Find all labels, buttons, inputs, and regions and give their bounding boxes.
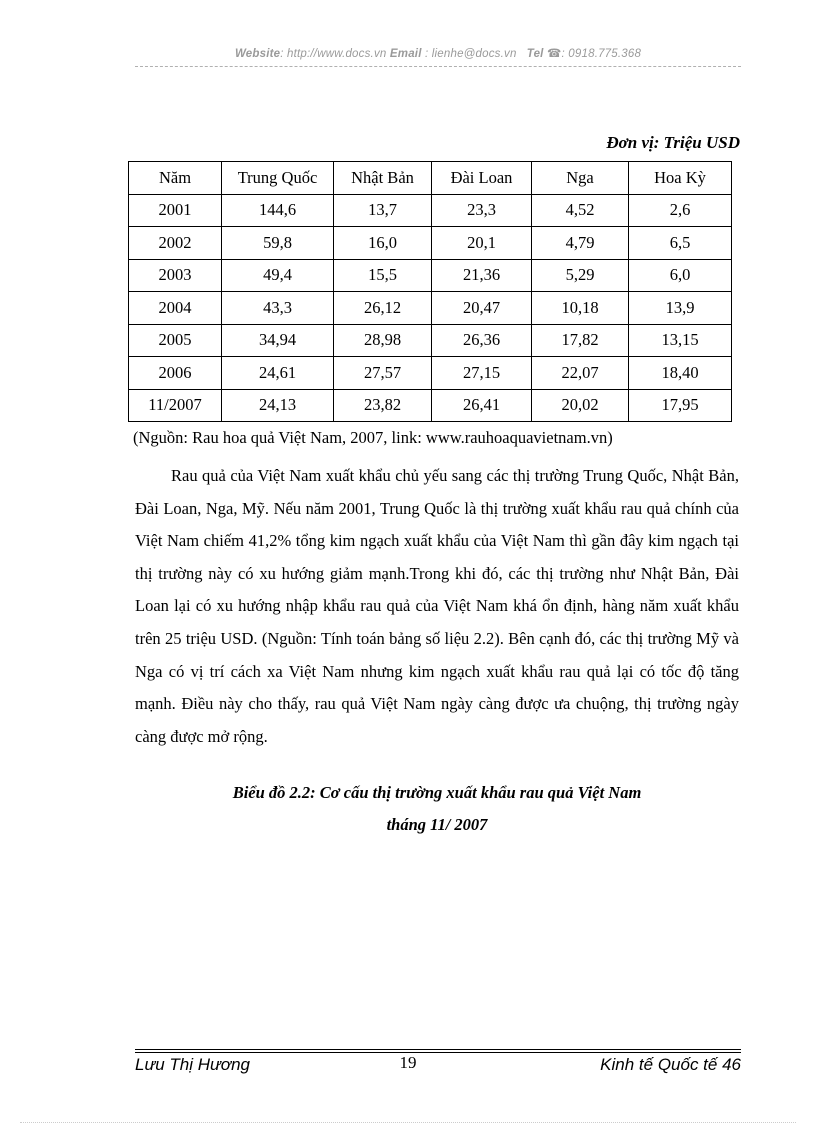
column-header: Hoa Kỳ	[629, 162, 732, 195]
page-header	[135, 46, 741, 60]
phone-icon: ☎	[546, 48, 562, 60]
column-header: Nga	[532, 162, 629, 195]
table-cell: 27,15	[432, 357, 532, 390]
table-row	[129, 357, 732, 390]
table-cell: 5,29	[532, 259, 629, 292]
chart-caption-line2: tháng 11/ 2007	[386, 815, 488, 834]
source-note: (Nguồn: Rau hoa quả Việt Nam, 2007, link: www.rauhoaquavietnam.vn)	[133, 428, 613, 447]
table-cell: 24,61	[222, 357, 334, 390]
table-cell: 2002	[129, 227, 222, 260]
table-cell: 20,1	[432, 227, 532, 260]
tel-value: : 0918.775.368	[561, 48, 642, 60]
table-row	[129, 389, 732, 422]
table-cell: 13,7	[334, 194, 432, 227]
table-cell: 10,18	[532, 292, 629, 325]
export-table	[128, 161, 732, 422]
column-header: Trung Quốc	[222, 162, 334, 195]
table-cell: 4,79	[532, 227, 629, 260]
table-cell: 6,0	[629, 259, 732, 292]
table-cell: 6,5	[629, 227, 732, 260]
column-header: Nhật Bản	[334, 162, 432, 195]
table-row	[129, 259, 732, 292]
chart-caption-line1: Biểu đồ 2.2: Cơ cấu thị trường xuất khẩu rau quả Việt Nam	[232, 783, 642, 802]
tel-label: Tel	[526, 48, 544, 60]
column-header: Đài Loan	[432, 162, 532, 195]
email-label: Email	[389, 48, 422, 60]
table-cell: 144,6	[222, 194, 334, 227]
body-paragraph: Rau quả của Việt Nam xuất khẩu chủ yếu sang các thị trường Trung Quốc, Nhật Bản, Đài Loan, Nga, Mỹ. Nếu năm 2001, Trung Quốc là thị trường xuất khẩu rau quả chính của Việt Nam chiếm 41,2% tổng kim ngạch xuất khẩu của Việt Nam thì gần đây kim ngạch tại thị trường này có xu hướng giảm mạnh.Trong khi đó, các thị trường như Nhật Bản, Đài Loan lại có xu hướng nhập khẩu rau quả của Việt Nam khá ổn định, hàng năm xuất khẩu trên 25 triệu USD. (Nguồn: Tính toán bảng số liệu 2.2). Bên cạnh đó, các thị trường Mỹ và Nga có vị trí cách xa Việt Nam nhưng kim ngạch xuất khẩu rau quả lại có tốc độ tăng mạnh. Điều này cho thấy, rau quả Việt Nam ngày càng được ưa chuộng, thị trường ngày càng được mở rộng.	[135, 466, 739, 746]
table-cell: 26,41	[432, 389, 532, 422]
table-cell: 23,82	[334, 389, 432, 422]
footer-course: Kinh tế Quốc tế 46	[600, 1055, 741, 1074]
footer-author: Lưu Thị Hương	[135, 1055, 250, 1074]
table-row	[129, 194, 732, 227]
table-cell: 13,15	[629, 324, 732, 357]
table-cell: 2005	[129, 324, 222, 357]
website-label: Website	[234, 48, 281, 60]
table-cell: 20,02	[532, 389, 629, 422]
table-cell: 17,95	[629, 389, 732, 422]
table-cell: 2,6	[629, 194, 732, 227]
table-cell: 49,4	[222, 259, 334, 292]
table-cell: 15,5	[334, 259, 432, 292]
table-row	[129, 227, 732, 260]
table-cell: 2003	[129, 259, 222, 292]
table-cell: 23,3	[432, 194, 532, 227]
table-cell: 27,57	[334, 357, 432, 390]
table-cell: 21,36	[432, 259, 532, 292]
table-cell: 2004	[129, 292, 222, 325]
table-cell: 26,36	[432, 324, 532, 357]
table-cell: 2001	[129, 194, 222, 227]
table-cell: 28,98	[334, 324, 432, 357]
table-row	[129, 292, 732, 325]
website-value: : http://www.docs.vn	[280, 48, 387, 60]
table-cell: 13,9	[629, 292, 732, 325]
table-header-row	[129, 162, 732, 195]
header-divider	[135, 66, 741, 67]
table-cell: 43,3	[222, 292, 334, 325]
table-cell: 16,0	[334, 227, 432, 260]
table-cell: 4,52	[532, 194, 629, 227]
page-number: 19	[399, 1053, 417, 1072]
table-cell: 18,40	[629, 357, 732, 390]
table-cell: 24,13	[222, 389, 334, 422]
table-cell: 20,47	[432, 292, 532, 325]
table-cell: 59,8	[222, 227, 334, 260]
email-value: : lienhe@docs.vn	[421, 48, 517, 60]
table-cell: 2006	[129, 357, 222, 390]
table-cell: 26,12	[334, 292, 432, 325]
table-cell: 34,94	[222, 324, 334, 357]
table-cell: 17,82	[532, 324, 629, 357]
footer-divider	[135, 1049, 741, 1050]
unit-label: Đơn vị: Triệu USD	[606, 133, 740, 152]
column-header: Năm	[129, 162, 222, 195]
table-row	[129, 324, 732, 357]
table-cell: 11/2007	[129, 389, 222, 422]
table-cell: 22,07	[532, 357, 629, 390]
